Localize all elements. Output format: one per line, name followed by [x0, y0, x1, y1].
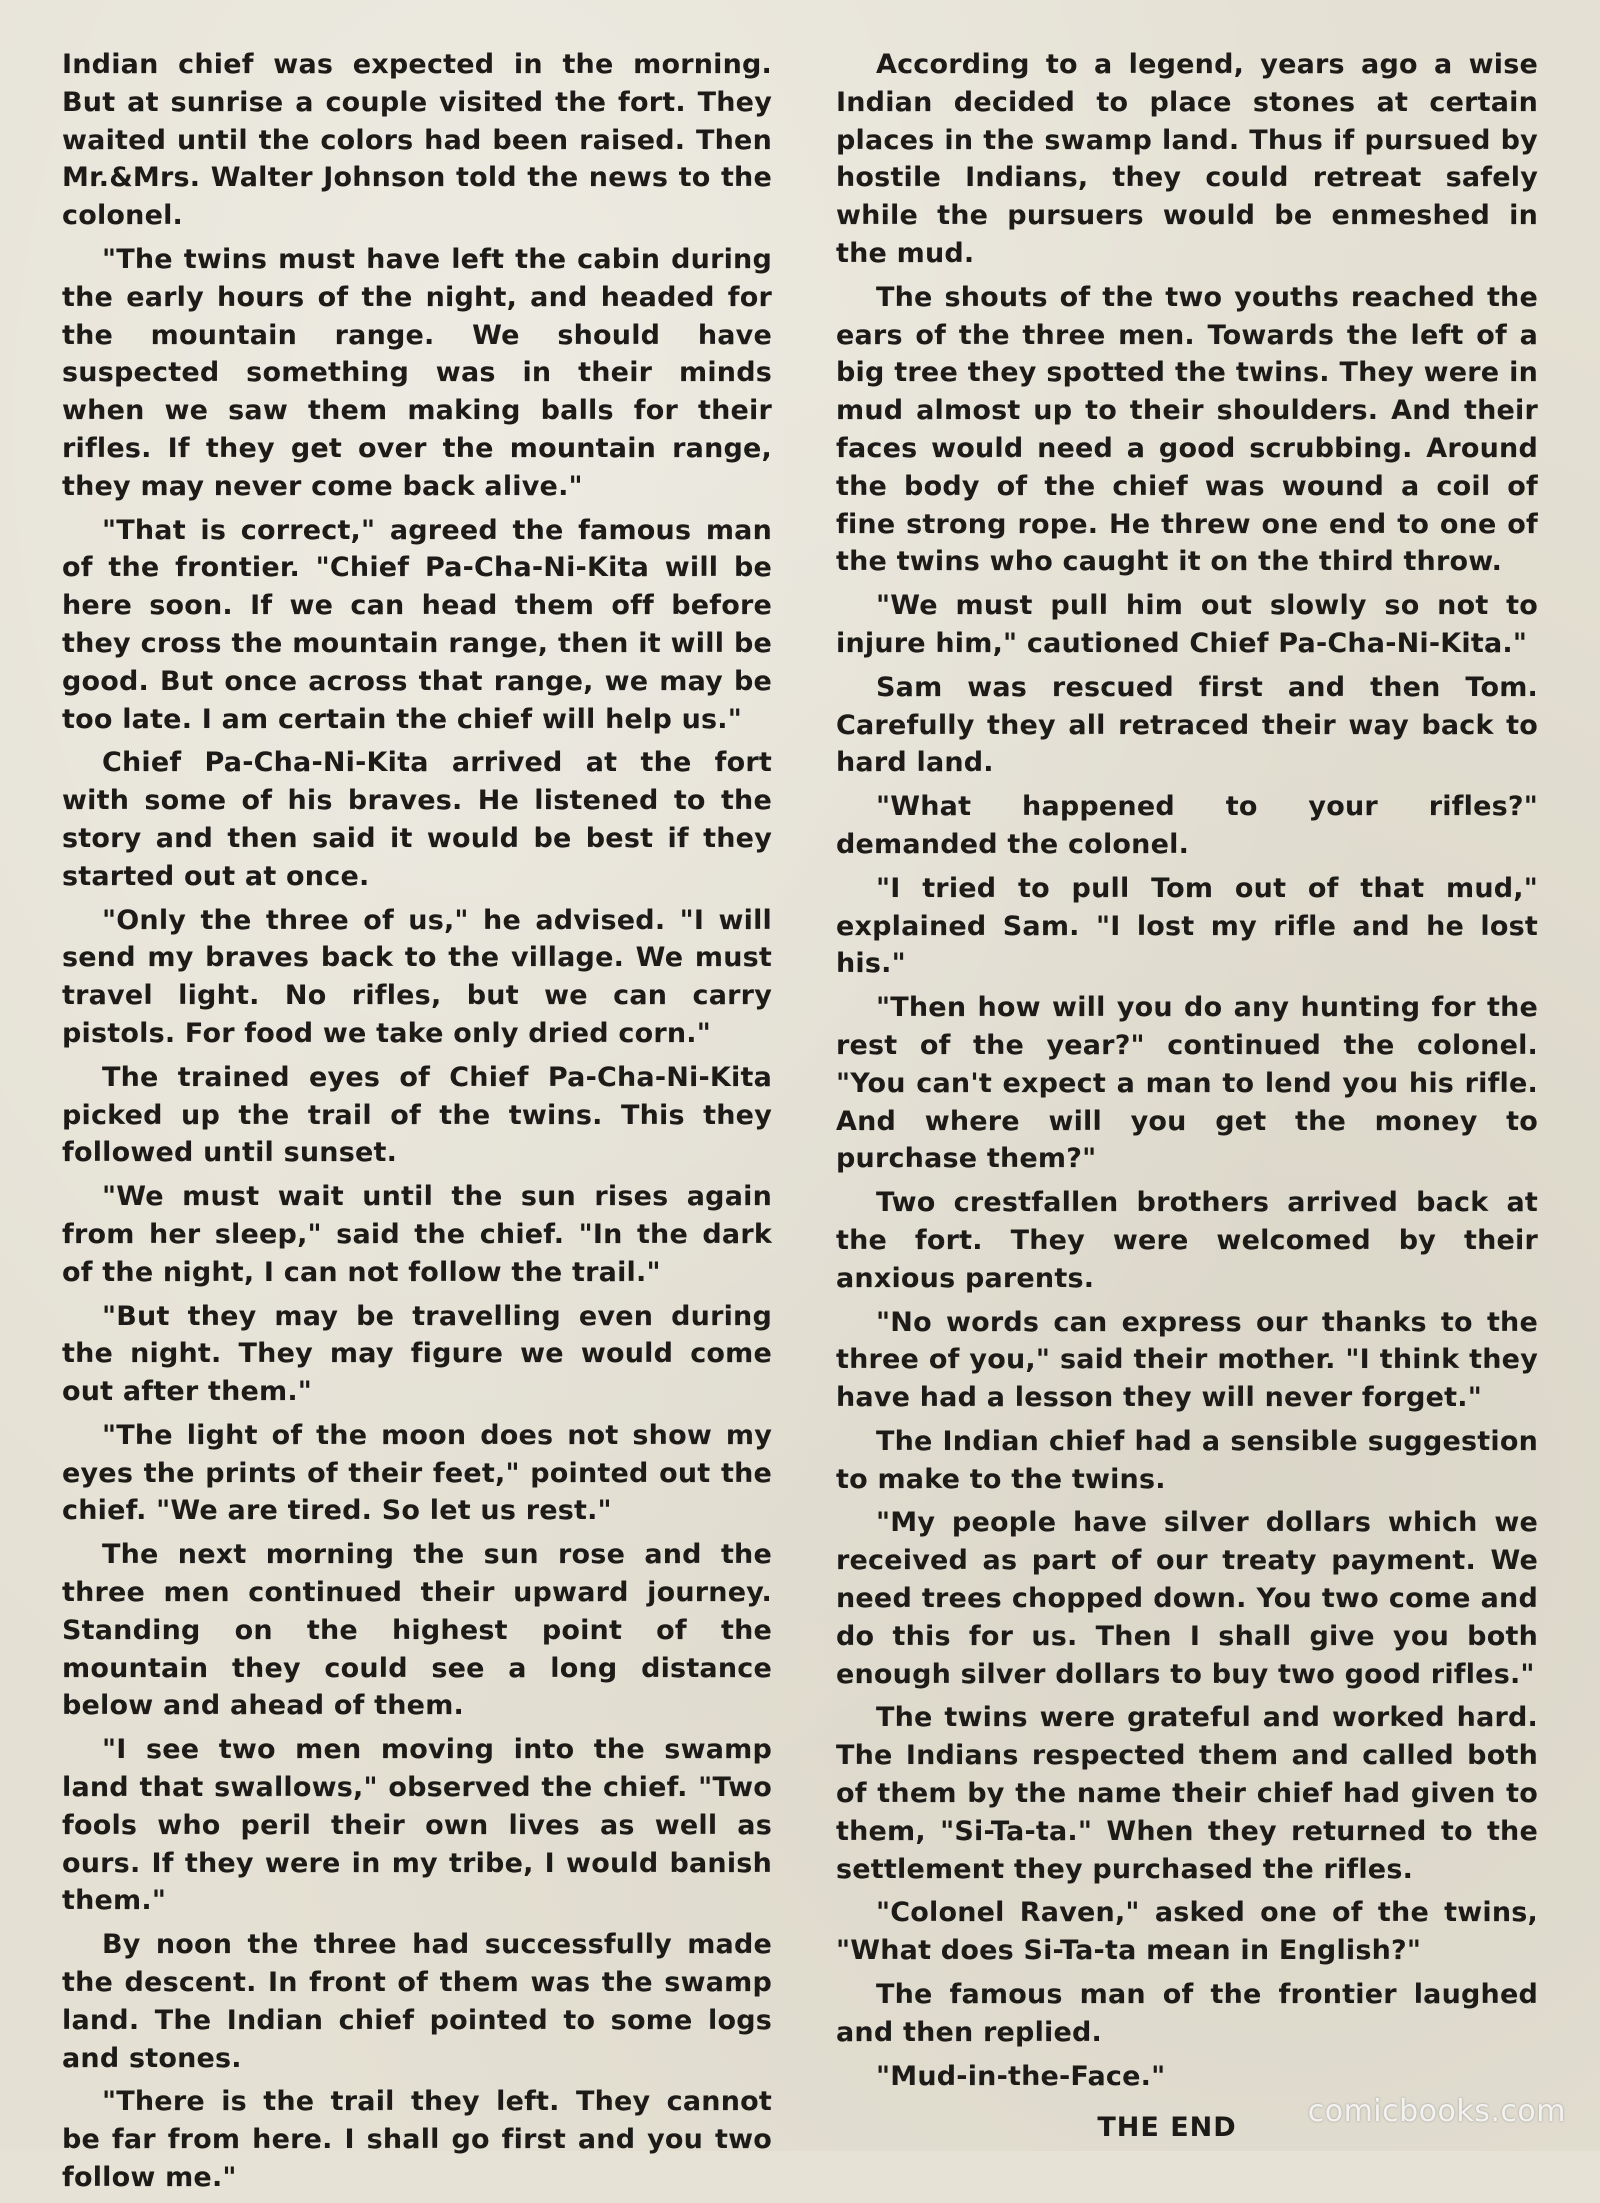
paragraph: According to a legend, years ago a wise Indian decided to place stones at certain places in the swamp land. Thus if pursued by hostile Indians, they could retreat safely while the pursuers would be enmeshed in the mud.: [836, 49, 1538, 269]
paragraph: "My people have silver dollars which we received as part of our treaty payment. We need trees chopped down. You two come and do this for us. Then I shall give you both enough silver dollars to buy two good rifles.": [836, 1507, 1538, 1690]
paragraph: "But they may be travelling even during the night. They may figure we would come out after them.": [62, 1300, 772, 1408]
paragraph: "Mud-in-the-Face.": [876, 2060, 1166, 2092]
right-text-column: [836, 46, 1538, 2153]
paragraph: The next morning the sun rose and the three men continued their upward journey. Standing on the highest point of the mountain they could see a long distance below and ahead of them.: [62, 1539, 772, 1722]
paragraph: By noon the three had successfully made the descent. In front of them was the swamp land. The Indian chief pointed to some logs and stones.: [62, 1929, 772, 2074]
paragraph: The twins were grateful and worked hard. The Indians respected them and called both of them by the name their chief had given to them, "Si-Ta-ta." When they returned to the settlement they purchased the rifles.: [836, 1702, 1538, 1885]
end-mark: THE END: [1097, 2112, 1237, 2144]
paragraph: "I see two men moving into the swamp land that swallows," observed the chief. "Two fools who peril their own lives as well as ours. If they were in my tribe, I would banish them.": [62, 1734, 772, 1917]
paragraph: "There is the trail they left. They cannot be far from here. I shall go first and you two follow me.": [62, 2086, 772, 2194]
paragraph: "Then how will you do any hunting for the rest of the year?" continued the colonel. "You can't expect a man to lend you his rifle. And where will you get the money to purchase them?": [836, 992, 1538, 1175]
paragraph: The Indian chief had a sensible suggestion to make to the twins.: [836, 1425, 1538, 1495]
paragraph: "Only the three of us," he advised. "I will send my braves back to the village. We must travel light. No rifles, but we can carry pistols. For food we take only dried corn.": [62, 904, 772, 1049]
paragraph: "We must pull him out slowly so not to injure him," cautioned Chief Pa-Cha-Ni-Kita.": [836, 590, 1538, 659]
left-text-column: [62, 46, 772, 2203]
paragraph: "Colonel Raven," asked one of the twins, "What does Si-Ta-ta mean in English?": [836, 1897, 1538, 1967]
paragraph: "That is correct," agreed the famous man of the frontier. "Chief Pa-Cha-Ni-Kita will be here soon. If we can head them off before they cross the mountain range, then it will be good. But once across that range, we may be too late. I am certain the chief will help us.": [62, 514, 772, 735]
paragraph: The shouts of the two youths reached the ears of the three men. Towards the left of a big tree they spotted the twins. They were in mud almost up to their shoulders. And their faces would need a good scrubbing. Around the body of the chief was wound a coil of fine strong rope. He threw one end to one of the twins who caught it on the third throw.: [836, 281, 1538, 578]
paragraph: Chief Pa-Cha-Ni-Kita arrived at the fort with some of his braves. He listened to the story and then said it would be best if they started out at once.: [62, 747, 772, 892]
site-watermark: comicbooks.com: [1307, 2094, 1566, 2129]
paragraph: "What happened to your rifles?" demanded the colonel.: [836, 791, 1538, 860]
paragraph: The trained eyes of Chief Pa-Cha-Ni-Kita picked up the trail of the twins. This they followed until sunset.: [62, 1061, 772, 1169]
paragraph: "No words can express our thanks to the three of you," said their mother. "I think they have had a lesson they will never forget.": [836, 1306, 1538, 1414]
paragraph: Two crestfallen brothers arrived back at the fort. They were welcomed by their anxious parents.: [836, 1187, 1538, 1294]
paragraph: Indian chief was expected in the morning. But at sunrise a couple visited the fort. They waited until the colors had been raised. Then Mr.&Mrs. Walter Johnson told the news to the colonel.: [62, 49, 772, 232]
paragraph: "The twins must have left the cabin during the early hours of the night, and headed for the mountain range. We should have suspected something was in their minds when we saw them making balls for their rifles. If they get over the mountain range, they may never come back alive.": [62, 243, 772, 502]
paragraph: "The light of the moon does not show my eyes the prints of their feet," pointed out the chief. "We are tired. So let us rest.": [62, 1419, 772, 1527]
paragraph: Sam was rescued first and then Tom. Carefully they all retraced their way back to hard land.: [836, 671, 1538, 779]
paragraph: "I tried to pull Tom out of that mud," explained Sam. "I lost my rifle and he lost his.": [836, 872, 1538, 980]
paragraph: The famous man of the frontier laughed and then replied.: [836, 1979, 1538, 2048]
paragraph: "We must wait until the sun rises again from her sleep," said the chief. "In the dark of the night, I can not follow the trail.": [62, 1181, 772, 1288]
